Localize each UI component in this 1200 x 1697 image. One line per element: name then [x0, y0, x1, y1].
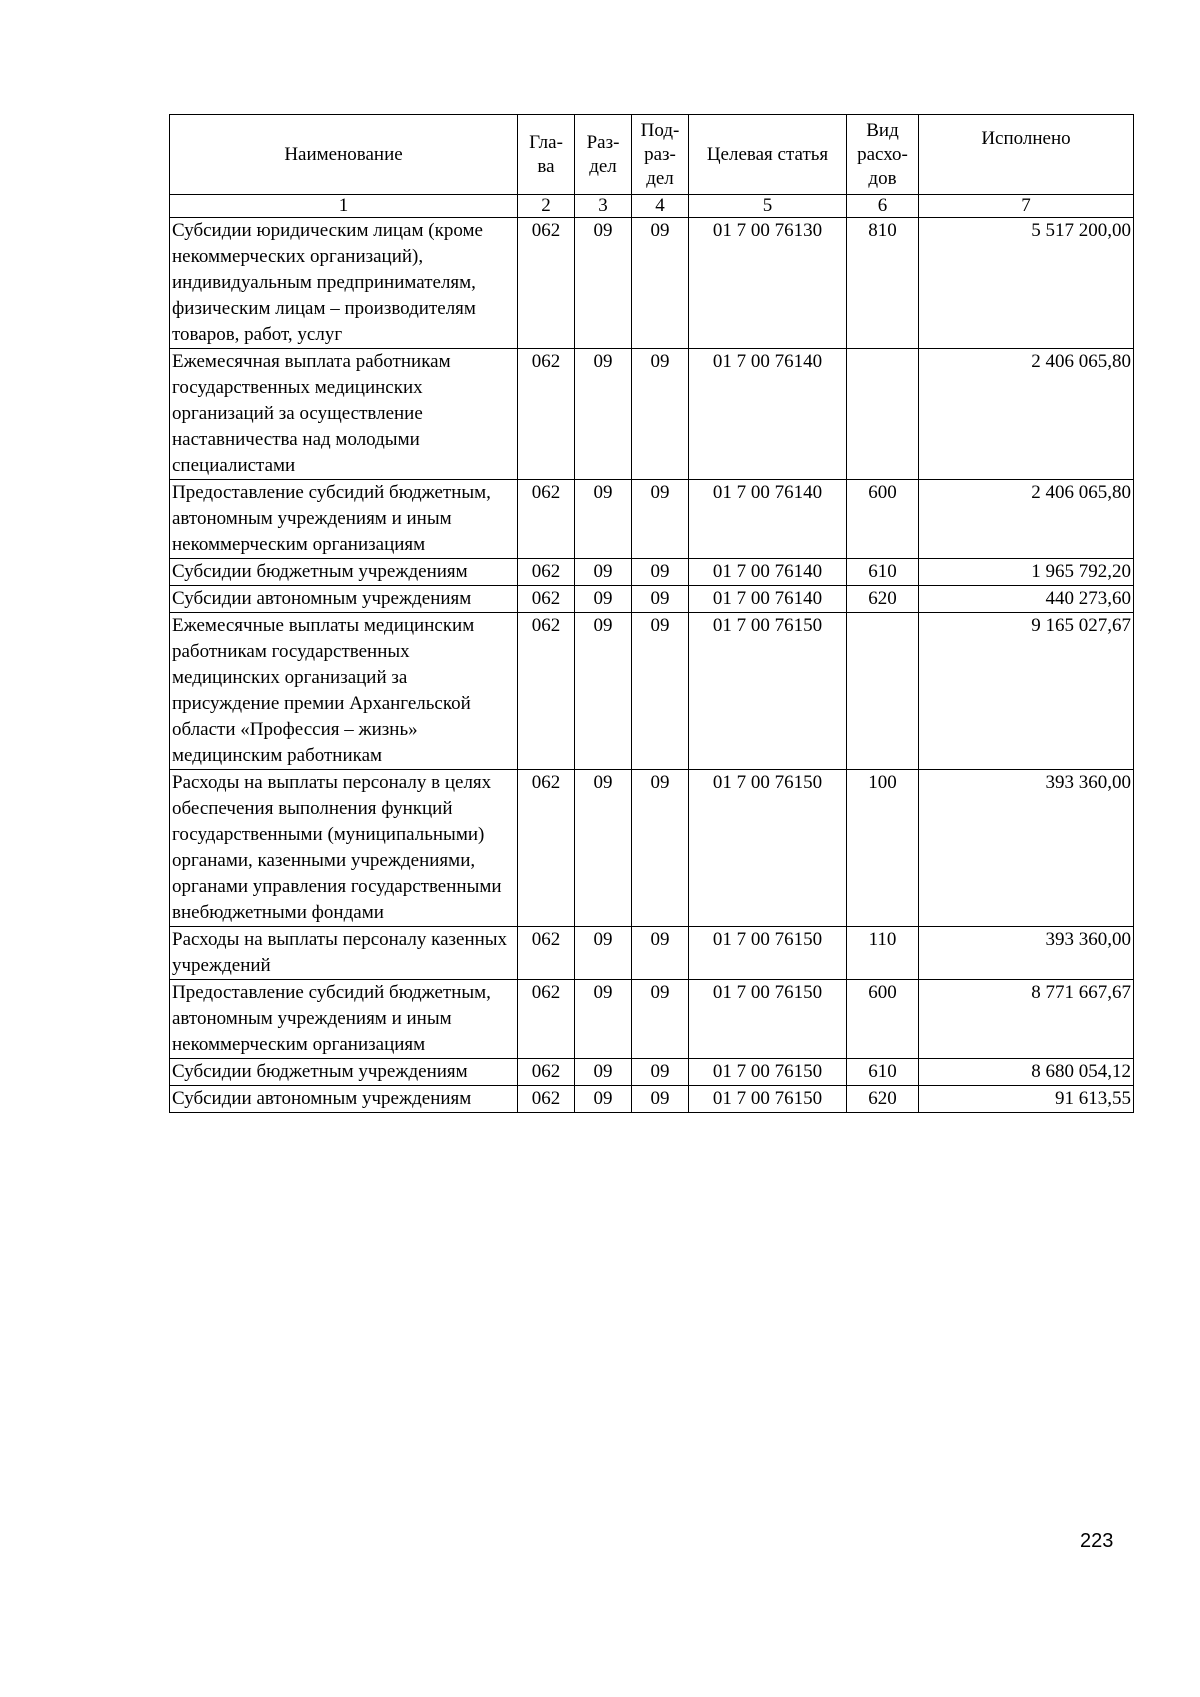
row-name: Субсидии автономным учреждениям — [170, 586, 518, 613]
row-celevaya: 01 7 00 76150 — [689, 770, 847, 927]
header-ispolneno: Исполнено — [919, 115, 1134, 195]
row-podrazdel: 09 — [632, 613, 689, 770]
table-row — [170, 980, 1134, 1059]
row-vid: 600 — [847, 980, 919, 1059]
row-vid: 620 — [847, 586, 919, 613]
row-ispolneno: 9 165 027,67 — [919, 613, 1134, 770]
row-podrazdel: 09 — [632, 980, 689, 1059]
row-name: Субсидии автономным учреждениям — [170, 1086, 518, 1113]
table-row — [170, 218, 1134, 349]
row-name: Расходы на выплаты персоналу в целях обеспечения выполнения функций государственными (муниципальными) органами, казенными учреждениями, органами управления государственными внебюджетными фондами — [170, 770, 518, 927]
row-podrazdel: 09 — [632, 559, 689, 586]
row-podrazdel: 09 — [632, 586, 689, 613]
header-name: Наименование — [170, 115, 518, 195]
budget-table — [169, 114, 1134, 1113]
column-number: 5 — [689, 195, 847, 218]
row-ispolneno: 393 360,00 — [919, 927, 1134, 980]
row-ispolneno: 8 771 667,67 — [919, 980, 1134, 1059]
column-number: 3 — [575, 195, 632, 218]
table-row — [170, 349, 1134, 480]
row-podrazdel: 09 — [632, 480, 689, 559]
row-name: Предоставление субсидий бюджетным, автономным учреждениям и иным некоммерческим организациям — [170, 480, 518, 559]
row-glava: 062 — [518, 980, 575, 1059]
table-row — [170, 613, 1134, 770]
row-podrazdel: 09 — [632, 927, 689, 980]
table-row — [170, 927, 1134, 980]
row-glava: 062 — [518, 349, 575, 480]
row-celevaya: 01 7 00 76150 — [689, 1059, 847, 1086]
column-number: 6 — [847, 195, 919, 218]
table-row — [170, 559, 1134, 586]
column-number: 2 — [518, 195, 575, 218]
table-row — [170, 1059, 1134, 1086]
row-razdel: 09 — [575, 218, 632, 349]
row-name: Ежемесячная выплата работникам государственных медицинских организаций за осуществление наставничества над молодыми специалистами — [170, 349, 518, 480]
row-ispolneno: 440 273,60 — [919, 586, 1134, 613]
table-row — [170, 586, 1134, 613]
row-glava: 062 — [518, 613, 575, 770]
row-celevaya: 01 7 00 76140 — [689, 586, 847, 613]
row-razdel: 09 — [575, 559, 632, 586]
row-podrazdel: 09 — [632, 1059, 689, 1086]
row-vid: 610 — [847, 559, 919, 586]
row-celevaya: 01 7 00 76140 — [689, 559, 847, 586]
row-name: Предоставление субсидий бюджетным, автономным учреждениям и иным некоммерческим организациям — [170, 980, 518, 1059]
row-razdel: 09 — [575, 980, 632, 1059]
table-row — [170, 1086, 1134, 1113]
row-celevaya: 01 7 00 76140 — [689, 480, 847, 559]
row-glava: 062 — [518, 1086, 575, 1113]
row-podrazdel: 09 — [632, 218, 689, 349]
row-vid: 110 — [847, 927, 919, 980]
header-vid: Вид расхо- дов — [847, 115, 919, 195]
row-celevaya: 01 7 00 76150 — [689, 980, 847, 1059]
row-vid: 100 — [847, 770, 919, 927]
row-celevaya: 01 7 00 76130 — [689, 218, 847, 349]
table-row — [170, 770, 1134, 927]
header-celevaya: Целевая статья — [689, 115, 847, 195]
row-glava: 062 — [518, 480, 575, 559]
row-podrazdel: 09 — [632, 1086, 689, 1113]
row-glava: 062 — [518, 770, 575, 927]
table-header-row — [170, 115, 1134, 195]
row-vid: 610 — [847, 1059, 919, 1086]
row-razdel: 09 — [575, 349, 632, 480]
row-celevaya: 01 7 00 76150 — [689, 613, 847, 770]
row-razdel: 09 — [575, 770, 632, 927]
row-name: Субсидии юридическим лицам (кроме некоммерческих организаций), индивидуальным предпринимателям, физическим лицам – производителям товаров, работ, услуг — [170, 218, 518, 349]
header-podrazdel: Под- раз- дел — [632, 115, 689, 195]
row-razdel: 09 — [575, 480, 632, 559]
column-number: 7 — [919, 195, 1134, 218]
row-ispolneno: 2 406 065,80 — [919, 480, 1134, 559]
row-celevaya: 01 7 00 76150 — [689, 1086, 847, 1113]
column-number: 4 — [632, 195, 689, 218]
column-number: 1 — [170, 195, 518, 218]
row-name: Субсидии бюджетным учреждениям — [170, 1059, 518, 1086]
row-vid — [847, 613, 919, 770]
row-razdel: 09 — [575, 586, 632, 613]
row-vid: 600 — [847, 480, 919, 559]
row-ispolneno: 5 517 200,00 — [919, 218, 1134, 349]
row-glava: 062 — [518, 218, 575, 349]
row-name: Субсидии бюджетным учреждениям — [170, 559, 518, 586]
row-vid: 620 — [847, 1086, 919, 1113]
row-glava: 062 — [518, 586, 575, 613]
row-ispolneno: 393 360,00 — [919, 770, 1134, 927]
row-podrazdel: 09 — [632, 349, 689, 480]
header-glava: Гла- ва — [518, 115, 575, 195]
table-row — [170, 480, 1134, 559]
row-name: Расходы на выплаты персоналу казенных учреждений — [170, 927, 518, 980]
row-glava: 062 — [518, 1059, 575, 1086]
row-celevaya: 01 7 00 76150 — [689, 927, 847, 980]
row-ispolneno: 8 680 054,12 — [919, 1059, 1134, 1086]
row-name: Ежемесячные выплаты медицинским работникам государственных медицинских организаций за присуждение премии Архангельской области «Профессия – жизнь» медицинским работникам — [170, 613, 518, 770]
row-ispolneno: 2 406 065,80 — [919, 349, 1134, 480]
row-razdel: 09 — [575, 1059, 632, 1086]
row-podrazdel: 09 — [632, 770, 689, 927]
column-number-row — [170, 195, 1134, 218]
row-ispolneno: 91 613,55 — [919, 1086, 1134, 1113]
row-razdel: 09 — [575, 1086, 632, 1113]
row-razdel: 09 — [575, 927, 632, 980]
row-vid: 810 — [847, 218, 919, 349]
header-razdel: Раз- дел — [575, 115, 632, 195]
row-ispolneno: 1 965 792,20 — [919, 559, 1134, 586]
row-razdel: 09 — [575, 613, 632, 770]
row-vid — [847, 349, 919, 480]
table-body — [170, 195, 1134, 1113]
row-glava: 062 — [518, 559, 575, 586]
row-glava: 062 — [518, 927, 575, 980]
row-celevaya: 01 7 00 76140 — [689, 349, 847, 480]
page-number: 223 — [1080, 1530, 1114, 1552]
